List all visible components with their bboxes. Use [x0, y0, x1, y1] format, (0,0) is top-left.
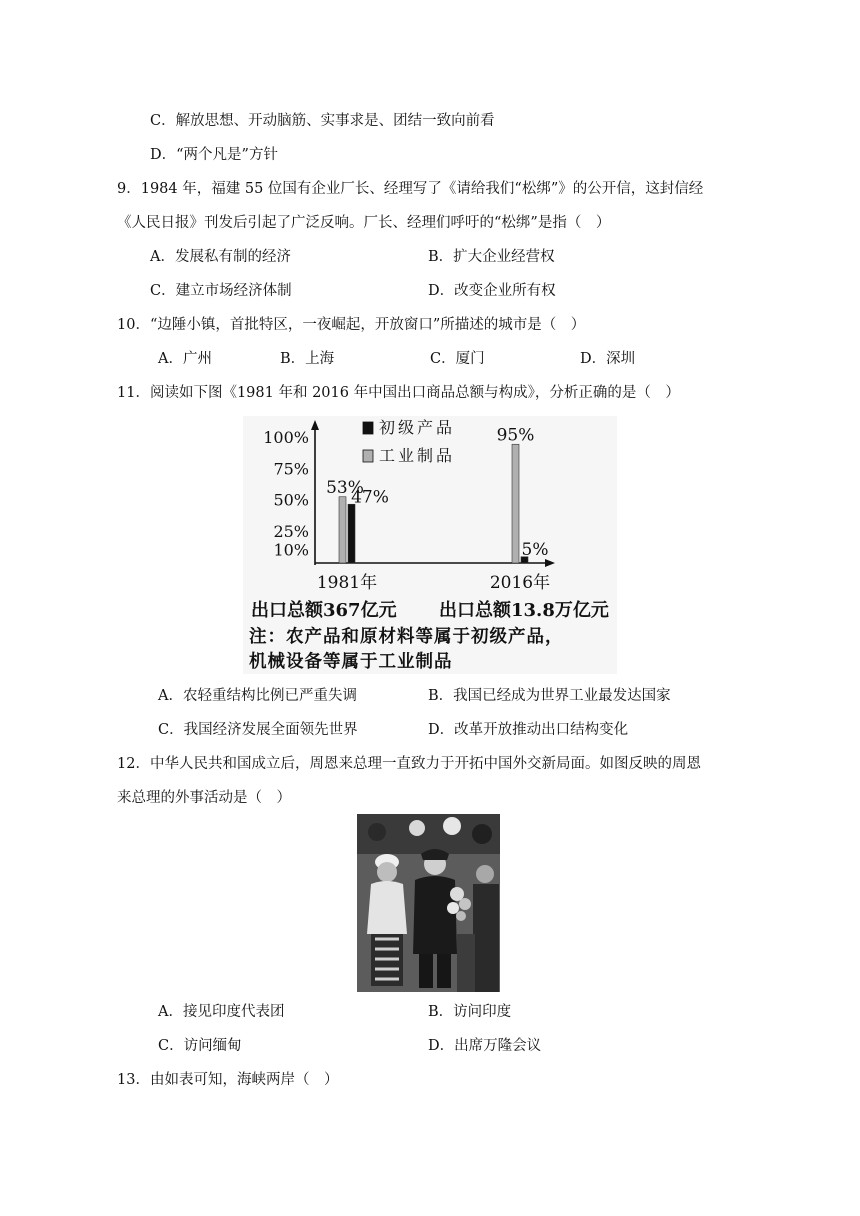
q12-option-d: D．出席万隆会议 — [428, 1038, 542, 1054]
bar — [339, 497, 346, 563]
q13-stem: 13．由如表可知，海峡两岸（ ） — [117, 1072, 339, 1088]
export-structure-chart — [243, 416, 617, 674]
q8-option-d: D．“两个凡是”方针 — [150, 147, 278, 163]
y-tick-label: 75% — [273, 459, 309, 479]
q11-option-a: A．农轻重结构比例已严重失调 — [158, 688, 357, 704]
q11-option-d: D．改革开放推动出口结构变化 — [428, 722, 629, 738]
bar — [512, 444, 519, 563]
legend-label: 工业制品 — [379, 446, 456, 465]
chart-svg — [243, 416, 617, 674]
bar-value-label: 47% — [351, 487, 389, 508]
x-axis-arrow — [545, 559, 555, 567]
bar-value-label: 95% — [496, 425, 535, 446]
y-axis-arrow — [311, 420, 319, 430]
q10-option-d: D．深圳 — [580, 351, 636, 367]
q12-option-a: A．接见印度代表团 — [158, 1004, 285, 1020]
q12-stem-line1: 12．中华人民共和国成立后，周恩来总理一直致力于开拓中国外交新局面。如图反映的周恩 — [117, 756, 701, 772]
q11-stem: 11．阅读如下图《1981 年和 2016 年中国出口商品总额与构成》，分析正确的是（ ） — [117, 385, 680, 401]
q12-option-b: B．访问印度 — [428, 1004, 512, 1020]
q9-stem-line1: 9．1984 年，福建 55 位国有企业厂长、经理写了《请给我们“松绑”》的公开信，这封信经 — [117, 181, 704, 197]
legend-swatch — [363, 422, 373, 434]
q12-stem-line2: 来总理的外事活动是（ ） — [117, 790, 291, 806]
q9-option-d: D．改变企业所有权 — [428, 283, 556, 299]
q9-option-b: B．扩大企业经营权 — [428, 249, 555, 265]
bar-value-label: 5% — [521, 539, 549, 560]
q11-option-b: B．我国已经成为世界工业最发达国家 — [428, 688, 671, 704]
q10-option-b: B．上海 — [280, 351, 335, 367]
legend-label: 初级产品 — [379, 418, 456, 437]
y-tick-label: 25% — [273, 521, 309, 541]
chart-note-line1: 注：农产品和原材料等属于初级产品， — [249, 627, 564, 647]
q9-stem-line2: 《人民日报》刊发后引起了广泛反响。厂长、经理们呼吁的“松绑”是指（ ） — [117, 215, 611, 231]
q10-option-c: C．厦门 — [430, 351, 485, 367]
y-tick-label: 100% — [263, 428, 309, 447]
q12-option-c: C．访问缅甸 — [158, 1038, 242, 1054]
q10-option-a: A．广州 — [158, 351, 212, 367]
zhou-enlai-photo — [357, 814, 500, 992]
q9-option-c: C．建立市场经济体制 — [150, 283, 292, 299]
y-tick-label: 50% — [273, 490, 309, 510]
q10-stem: 10．“边陲小镇，首批特区，一夜崛起，开放窗口”所描述的城市是（ ） — [117, 317, 586, 333]
x-category-label: 1981年 — [316, 573, 378, 593]
y-tick-label: 10% — [273, 540, 309, 560]
q11-option-c: C．我国经济发展全面领先世界 — [158, 722, 358, 738]
bar — [348, 504, 355, 563]
photo-illustration — [357, 814, 500, 992]
bar-value-label: 53% — [326, 477, 364, 498]
total-1981: 出口总额367亿元 — [251, 600, 397, 621]
chart-note-line2: 机械设备等属于工业制品 — [249, 652, 453, 672]
total-2016: 出口总额13.8万亿元 — [439, 600, 609, 621]
x-category-label: 2016年 — [489, 573, 551, 593]
q9-option-a: A．发展私有制的经济 — [150, 249, 291, 265]
q8-option-c: C．解放思想、开动脑筋、实事求是、团结一致向前看 — [150, 113, 495, 129]
legend-swatch — [363, 450, 373, 462]
